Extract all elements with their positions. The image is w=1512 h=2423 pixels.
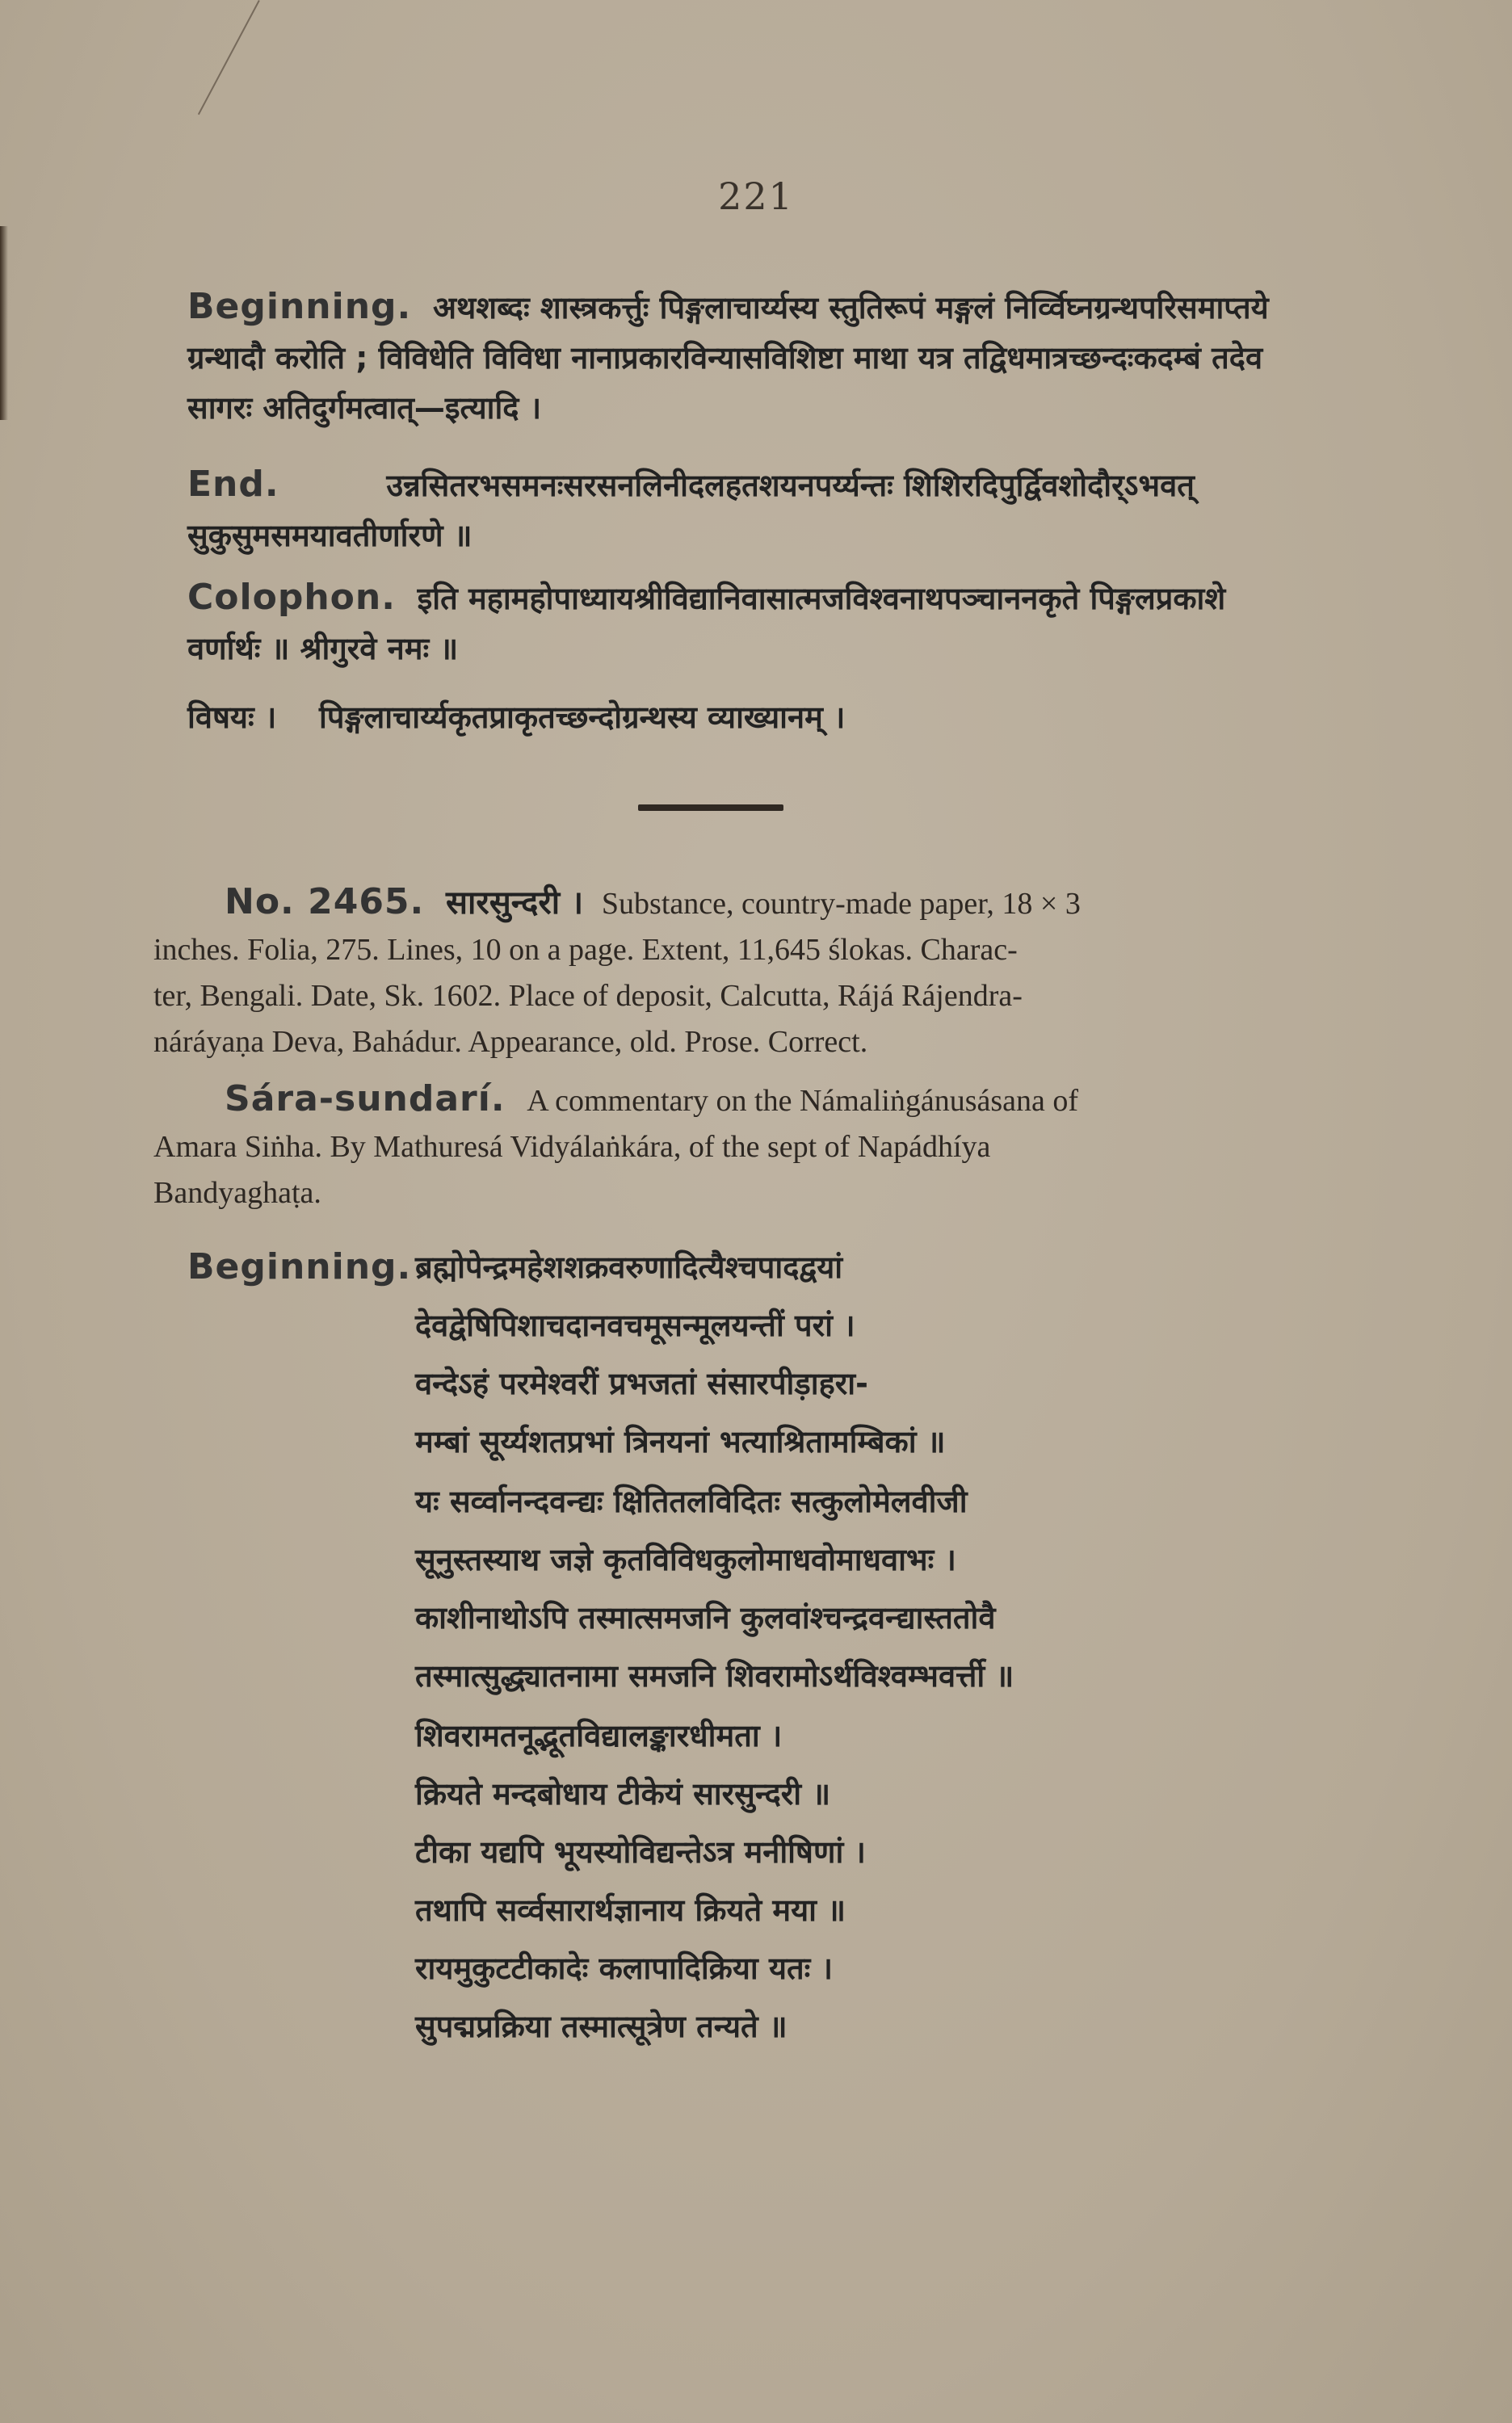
first-colophon-paragraph bbox=[187, 573, 1278, 674]
paper-crease-line bbox=[198, 0, 260, 115]
verse-line: सुपद्मप्रक्रिया तस्मात्सूत्रेण तन्यते ॥ bbox=[415, 2009, 788, 2044]
first-beginning-paragraph bbox=[187, 283, 1278, 433]
desc-line-3: ter, Bengali. Date, Sk. 1602. Place of deposit, Calcutta, Rájá Rájendra- bbox=[153, 979, 1023, 1013]
verse-line: देवद्वेषिपिशाचदानवचमूसन्मूलयन्तीं परां । bbox=[415, 1308, 855, 1343]
entry-number: No. 2465. bbox=[225, 881, 425, 922]
verse-line: टीका यद्यपि भूयस्योविद्यन्तेऽत्र मनीषिणां । bbox=[415, 1834, 866, 1870]
summary-line-3: Bandyaghaṭa. bbox=[153, 1176, 321, 1210]
verse-line: सूनुस्तस्याथ जज्ञे कृतविविधकुलोमाधवोमाधवाभः । bbox=[415, 1542, 956, 1577]
verse-line: शिवरामतनूद्भूतविद्यालङ्कारधीमता । bbox=[415, 1718, 783, 1753]
first-subject-paragraph bbox=[187, 695, 1278, 741]
second-entry-description bbox=[153, 879, 1278, 1065]
verse-line: वन्देऽहं परमेश्वरीं प्रभजतां संसारपीड़ाहरा- bbox=[415, 1366, 868, 1401]
desc-line-1: Substance, country-made paper, 18 × 3 bbox=[601, 887, 1081, 921]
verse-line: काशीनाथोऽपि तस्मात्समजनि कुलवांश्चन्द्रवन्द्यास्ततोवै bbox=[415, 1600, 996, 1636]
entry-title-devanagari: सारसुन्दरी । bbox=[445, 884, 584, 922]
entry-title-roman: Sára-sundarí. bbox=[225, 1078, 506, 1119]
first-end-text: उन्नसितरभसमनःसरसनलिनीदलहतशयनपर्य्यन्तः शिशिरदिपुर्द्विवशोदौर्ऽभवत् सुकुसुमसमयावतीर्णारणे ॥ bbox=[187, 468, 1195, 553]
first-colophon-text: इति महामहोपाध्यायश्रीविद्यानिवासात्मजविश्वनाथपञ्चाननकृते पिङ्गलप्रकाशे वर्णार्थः ॥ श्रीगुरवे नमः ॥ bbox=[187, 581, 1226, 666]
second-beginning-label: Beginning. bbox=[187, 1246, 412, 1287]
summary-line-1: A commentary on the Námaliṅgánusásana of bbox=[527, 1084, 1079, 1118]
verse-line: तथापि सर्व्वसारार्थज्ञानाय क्रियते मया ॥ bbox=[415, 1892, 846, 1928]
desc-line-2: inches. Folia, 275. Lines, 10 on a page. Extent, 11,645 ślokas. Charac- bbox=[153, 933, 1018, 967]
first-colophon-label: Colophon. bbox=[187, 577, 396, 618]
first-end-label: End. bbox=[187, 464, 279, 505]
first-beginning-label: Beginning. bbox=[187, 286, 412, 327]
verse-line: ब्रह्मोपेन्द्रमहेशशक्रवरुणादित्यैश्चपादद्वयां bbox=[415, 1249, 843, 1285]
first-beginning-text: अथशब्दः शास्त्रकर्त्तुः पिङ्गलाचार्य्यस्य स्तुतिरूपं मङ्गलं निर्व्विघ्नग्रन्थपरिसमाप्तये ग्रन्थादौ करोति ; विविधेति विविधा नानाप्रकारविन्यासविशिष्टा माथा यत्र तद्विधमात्रच्छन्दःकदम्बं तदेव सागरः अतिदुर्गमत्वात्—इत्यादि । bbox=[187, 290, 1269, 426]
first-subject-text: पिङ्गलाचार्य्यकृतप्राकृतच्छन्दोग्रन्थस्य व्याख्यानम् । bbox=[319, 699, 846, 735]
section-divider-rule bbox=[638, 804, 783, 811]
binding-edge-mark bbox=[0, 226, 8, 420]
verse-line: मम्बां सूर्य्यशतप्रभां त्रिनयनां भत्याश्रितामम्बिकां ॥ bbox=[415, 1424, 946, 1459]
page-number: 221 bbox=[718, 174, 794, 218]
verse-line: क्रियते मन्दबोधाय टीकेयं सारसुन्दरी ॥ bbox=[415, 1776, 831, 1812]
first-subject-label: विषयः । bbox=[187, 699, 277, 735]
second-entry-summary bbox=[153, 1076, 1278, 1216]
verse-line: तस्मात्सुद्ध्यातनामा समजनि शिवरामोऽर्थविश्वम्भवर्त्ती ॥ bbox=[415, 1658, 1014, 1694]
desc-line-4: náráyaṇa Deva, Bahádur. Appearance, old. Prose. Correct. bbox=[153, 1025, 868, 1059]
verse-line: रायमुकुटटीकादेः कलापादिक्रिया यतः । bbox=[415, 1951, 833, 1986]
verse-line: यः सर्व्वानन्दवन्द्यः क्षितितलविदितः सत्कुलोमेलवीजी bbox=[415, 1484, 968, 1519]
summary-line-2: Amara Siṅha. By Mathuresá Vidyálaṅkára, of the sept of Napádhíya bbox=[153, 1130, 991, 1164]
first-end-paragraph bbox=[187, 460, 1278, 561]
